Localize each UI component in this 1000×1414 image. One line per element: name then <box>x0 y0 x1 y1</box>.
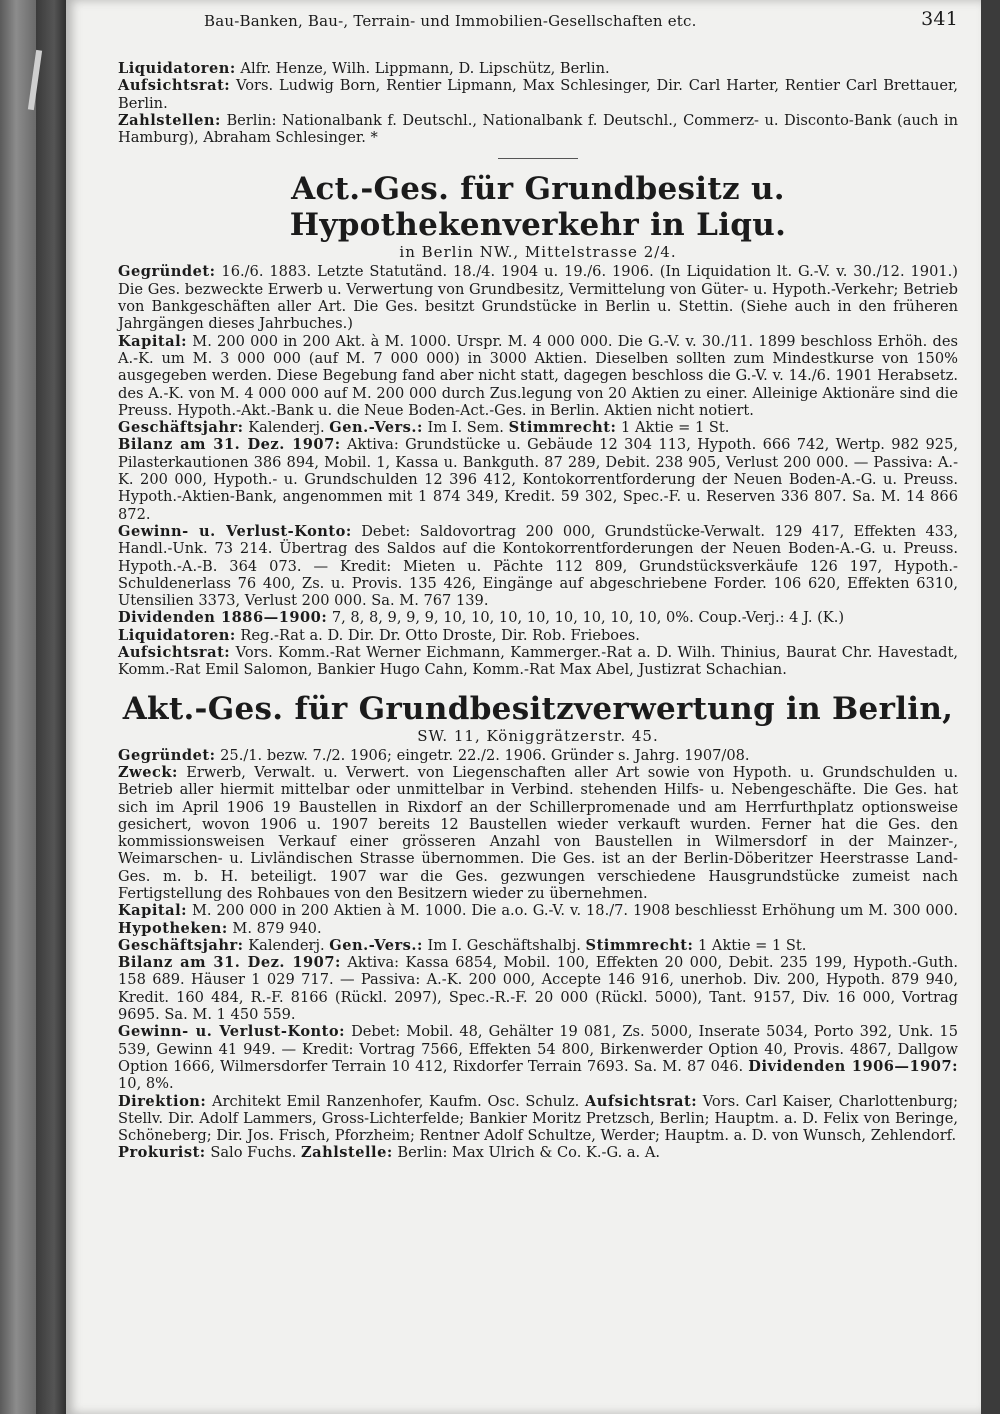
entry-gewinn-verlust: Gewinn- u. Verlust-Konto: Debet: Mobil. 48, Gehälter 19 081, Zs. 5000, Inserate 5034, Porto 392, Unk. 15 539, Gewinn 41 949. — Kredit: Vortrag 7566, Effekten 54 800, Birkenwerder Option 40, Provis. 4867, Dallgow Option 1666, Wilmersdorfer Terrain 10 412, Rixdorfer Terrain 7693. Sa. M. 87 046. Dividenden 1906—1907: 10, 8%. <box>118 1023 958 1093</box>
page-number: 341 <box>921 8 958 30</box>
running-header <box>118 6 958 32</box>
company-address: in Berlin NW., Mittelstrasse 2/4. <box>399 243 677 262</box>
company-title: Akt.-Ges. für Grundbesitzverwertung in Berlin, <box>122 690 954 727</box>
entry-bilanz: Bilanz am 31. Dez. 1907: Aktiva: Grundstücke u. Gebäude 12 304 113, Hypoth. 666 742, Wertp. 982 925, Pilasterkautionen 386 894, Mobil. 1, Kassa u. Bankguth. 87 289, Debit. 238 905, Verlust 200 000. — Passiva: A.-K. 200 000, Hypoth.- u. Grundschulden 12 396 412, Kontokorrentforderung der Neuen Boden-A.-G. u. Preuss. Hypoth.-Aktien-Bank, angenommen mit 1 874 349, Kredit. 59 302, Spec.-F. u. Reserven 336 807. Sa. M. 14 866 872. <box>118 436 959 523</box>
book-gutter-left <box>0 0 36 1414</box>
page-content <box>118 6 958 1162</box>
entry-dividenden: Dividenden 1886—1900: 7, 8, 8, 9, 9, 9, 10, 10, 10, 10, 10, 10, 10, 10, 0%. Coup.-Verj.: 4 J. (K.) <box>118 609 845 627</box>
entry-zahlstellen: Zahlstellen: Berlin: Nationalbank f. Deutschl., Nationalbank f. Deutschl., Commerz- u. Disconto-Bank (auch in Hamburg), Abraham Schlesinger. * <box>118 111 959 147</box>
entry-aufsichtsrat: Aufsichtsrat: Vors. Ludwig Born, Rentier Lipmann, Max Schlesinger, Dir. Carl Harter, Rentier Carl Brettauer, Berlin. <box>118 77 959 112</box>
company-entry-2 <box>118 691 958 1162</box>
entry-liquidatoren: Liquidatoren: Alfr. Henze, Wilh. Lippmann, D. Lipschütz, Berlin. <box>118 60 610 77</box>
entry-gewinn-verlust: Gewinn- u. Verlust-Konto: Debet: Saldovortrag 200 000, Grundstücke-Verwalt. 129 417, Effekten 433, Handl.-Unk. 73 214. Übertrag des Saldos auf die Kontokorrentforderungen der Neuen Boden-A.-G. u. Preuss. Hypoth.-A.-B. 364 073. — Kredit: Mieten u. Pächte 112 809, Grundstücksverkäufe 126 197, Hypoth.-Schuldenerlass 76 400, Zs. u. Provis. 135 426, Eingänge auf abgeschriebene Forder. 106 620, Effekten 6310, Utensilien 3373, Verlust 200 000. Sa. M. 767 139. <box>118 522 958 610</box>
entry-zweck: Zweck: Erwerb, Verwalt. u. Verwert. von Liegenschaften aller Art sowie von Hypoth. u. Grundschulden u. Betrieb aller hiermit mittelbar oder unmittelbar in Verbind. stehenden Hilfs- u. Nebengeschäfte. Die Ges. hat sich im April 1906 19 Baustellen in Rixdorf an der Schillerpromenade und am Herrfurthplatz optionsweise gesichert, wovon 1906 u. 1907 bereits 12 Baustellen wieder verkauft wurden. Ferner hat die Ges. den kommissionsweisen Verkauf einer grösseren Anzahl von Baustellen in Wilmersdorf in der Mainzer-, Weimarschen- u. Livländischen Strasse übernommen. Die Ges. ist an der Berlin-Döberitzer Heerstrasse Land-Ges. m. b. H. beteiligt. 1907 war die Ges. gezwungen verschiedene Hausgrundstücke zumeist nach Fertigstellung des Rohbaues von den Besitzern wieder zu übernehmen. <box>118 763 959 902</box>
entry-gegruendet: Gegründet: 25./1. bezw. 7./2. 1906; eingetr. 22./2. 1906. Gründer s. Jahrg. 1907/08. <box>118 746 750 764</box>
company-address: SW. 11, Königgrätzerstr. 45. <box>417 726 659 745</box>
entry-geschaeftsjahr: Geschäftsjahr: Kalenderj. Gen.-Vers.: Im I. Geschäftshalbj. Stimmrecht: 1 Aktie = 1 St. <box>118 936 807 954</box>
entry-prokurist: Prokurist: Salo Fuchs. Zahlstelle: Berlin: Max Ulrich & Co. K.-G. a. A. <box>118 1144 661 1162</box>
company-title: Act.-Ges. für Grundbesitz u. Hypothekenverkehr in Liqu. <box>289 171 787 244</box>
entry-kapital: Kapital: M. 200 000 in 200 Aktien à M. 1000. Die a.o. G.-V. v. 18./7. 1908 beschliesst Erhöhung um M. 300 000. Hypotheken: M. 879 940. <box>118 902 958 937</box>
entry-bilanz: Bilanz am 31. Dez. 1907: Aktiva: Kassa 6854, Mobil. 100, Effekten 20 000, Debit. 235 199, Hypoth.-Guth. 158 689. Häuser 1 029 717. — Passiva: A.-K. 200 000, Accepte 146 916, unerhob. Div. 200, Hypoth. 879 940, Kredit. 160 484, R.-F. 8166 (Rückl. 2097), Spec.-R.-F. 20 000 (Rückl. 5000), Tant. 9157, Div. 16 000, Vortrag 9695. Sa. M. 1 450 559. <box>118 954 958 1024</box>
top-section <box>118 60 958 146</box>
entry-direktion: Direktion: Architekt Emil Ranzenhofer, Kaufm. Osc. Schulz. Aufsichtsrat: Vors. Carl Kaiser, Charlottenburg; Stellv. Dir. Adolf Lammers, Gross-Lichterfelde; Bankier Moritz Pretzsch, Berlin; Hauptm. a. D. Felix von Beringe, Schöneberg; Dir. Jos. Frisch, Pforzheim; Rentner Adolf Schultze, Werder; Hauptm. a. D. von Wunsch, Zehlendorf. <box>118 1092 959 1145</box>
running-header-title: Bau-Banken, Bau-, Terrain- und Immobilien-Gesellschaften etc. <box>204 12 697 30</box>
book-gutter-right <box>981 0 1000 1414</box>
entry-kapital: Kapital: M. 200 000 in 200 Akt. à M. 1000. Urspr. M. 4 000 000. Die G.-V. v. 30./11. 1899 beschloss Erhöh. des A.-K. um M. 3 000 000 (auf M. 7 000 000) in 3000 Aktien. Dieselben sollten zum Mindestkurse von 150% ausgegeben werden. Diese Begebung fand aber nicht statt, dagegen beschloss die G.-V. v. 14./6. 1901 Herabsetz. des A.-K. von M. 4 000 000 auf M. 200 000 durch Zus.legung von 20 Aktien zu einer. Alleinige Aktionäre sind die Preuss. Hypoth.-Akt.-Bank u. die Neue Boden-Act.-Ges. in Berlin. Aktien nicht notiert. <box>118 332 958 419</box>
entry-liquidatoren: Liquidatoren: Reg.-Rat a. D. Dir. Dr. Otto Droste, Dir. Rob. Frieboes. <box>118 626 640 644</box>
book-spine-shadow <box>36 0 66 1414</box>
book-page <box>66 0 981 1414</box>
company-entry-1 <box>118 171 958 678</box>
entry-geschaeftsjahr: Geschäftsjahr: Kalenderj. Gen.-Vers.: Im I. Sem. Stimmrecht: 1 Aktie = 1 St. <box>118 419 730 437</box>
entry-gegruendet: Gegründet: 16./6. 1883. Letzte Statutänd. 18./4. 1904 u. 19./6. 1906. (In Liquidation lt. G.-V. v. 30./12. 1901.) Die Ges. bezweckte Erwerb u. Verwertung von Grundbesitz, Vermittelung von Güter- u. Hypoth.-Verkehr; Betrieb von Bankgeschäften aller Art. Die Ges. besitzt Grundstücke in Berlin u. Stettin. (Siehe auch in den früheren Jahrgängen dieses Jahrbuches.) <box>118 263 958 333</box>
section-divider <box>498 158 578 159</box>
entry-aufsichtsrat: Aufsichtsrat: Vors. Komm.-Rat Werner Eichmann, Kammerger.-Rat a. D. Wilh. Thinius, Baurat Chr. Havestadt, Komm.-Rat Emil Salomon, Bankier Hugo Cahn, Komm.-Rat Max Abel, Justizrat Schachian. <box>118 644 959 679</box>
